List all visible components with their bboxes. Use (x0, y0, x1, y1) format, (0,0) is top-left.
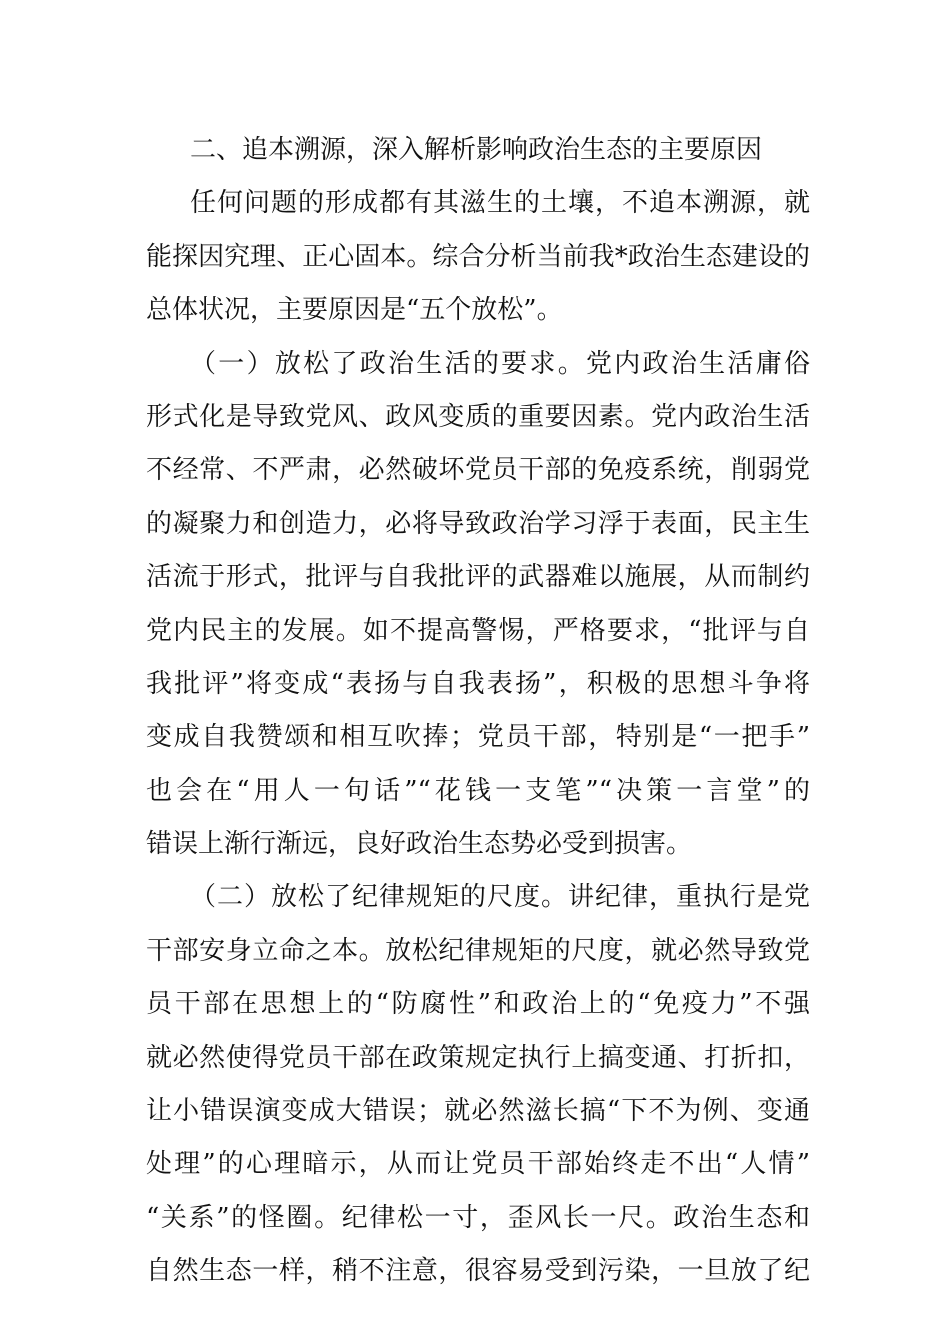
document-body (146, 124, 810, 1299)
paragraph-2-line-10: 错误上渐行渐远，良好政治生态势必受到损害。 (146, 829, 693, 860)
section-heading: 二、追本溯源，深入解析影响政治生态的主要原因 (190, 135, 763, 165)
paragraph-3-line-7: “关系”的怪圈。纪律松一寸，歪风长一尺。政治生态和 (146, 1202, 810, 1233)
paragraph-3-line-4: 就必然使得党员干部在政策规定执行上搞变通、打折扣， (146, 1042, 810, 1073)
paragraph-2-line-2: 形式化是导致党风、政风变质的重要因素。党内政治生活 (146, 401, 810, 432)
paragraph-1-line-3: 总体状况，主要原因是“五个放松”。 (146, 295, 563, 326)
paragraph-1-line-1: 任何问题的形成都有其滋生的土壤，不追本溯源，就 (190, 188, 810, 219)
paragraph-2-line-8: 变成自我赞颂和相互吹捧；党员干部，特别是“一把手” (146, 722, 810, 753)
paragraph-3-line-2: 干部安身立命之本。放松纪律规矩的尺度，就必然导致党 (146, 935, 810, 966)
paragraph-2-line-3: 不经常、不严肃，必然破坏党员干部的免疫系统，削弱党 (146, 455, 810, 486)
paragraph-2-line-9: 也会在“用人一句话”“花钱一支笔”“决策一言堂”的 (146, 775, 810, 806)
paragraph-3-line-8: 自然生态一样，稍不注意，很容易受到污染，一旦放了纪 (146, 1256, 810, 1287)
paragraph-2-line-6: 党内民主的发展。如不提高警惕，严格要求，“批评与自 (146, 615, 810, 646)
paragraph-2-line-4: 的凝聚力和创造力，必将导致政治学习浮于表面，民主生 (146, 508, 810, 539)
paragraph-2-line-1: （一）放松了政治生活的要求。党内政治生活庸俗 (190, 348, 810, 379)
paragraph-1-line-2: 能探因究理、正心固本。综合分析当前我*政治生态建设的 (146, 241, 810, 272)
paragraph-2-line-5: 活流于形式，批评与自我批评的武器难以施展，从而制约 (146, 562, 810, 593)
paragraph-3-line-1: （二）放松了纪律规矩的尺度。讲纪律，重执行是党 (190, 882, 810, 913)
paragraph-3-line-6: 处理”的心理暗示，从而让党员干部始终走不出“人情” (146, 1149, 810, 1180)
paragraph-2-line-7: 我批评”将变成“表扬与自我表扬”，积极的思想斗争将 (146, 668, 810, 699)
paragraph-3-line-3: 员干部在思想上的“防腐性”和政治上的“免疫力”不强 (146, 989, 810, 1020)
paragraph-3-line-5: 让小错误演变成大错误；就必然滋长搞“下不为例、变通 (146, 1096, 810, 1127)
